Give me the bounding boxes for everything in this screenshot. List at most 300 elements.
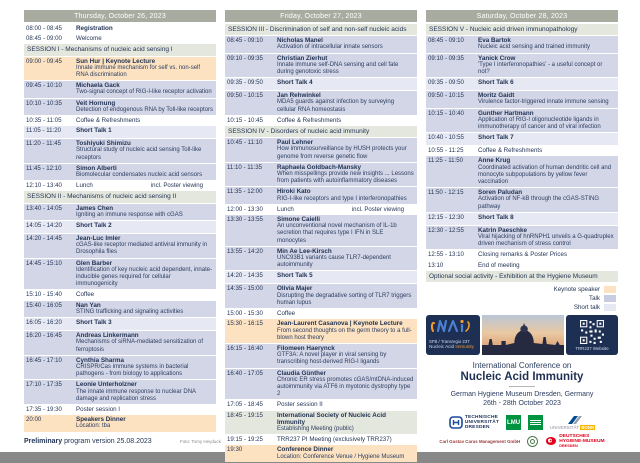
row-title: Glen Barber bbox=[76, 259, 113, 267]
row-title: Simone Caielli bbox=[277, 216, 321, 224]
row-title-line bbox=[478, 189, 615, 196]
row-subtitle: Application of RIG-I oligonucleotide ligands in immunotherapy of cancer and of viral infection bbox=[478, 116, 601, 131]
schedule-row bbox=[225, 205, 417, 214]
row-title: Short Talk 8 bbox=[478, 213, 514, 221]
row-content bbox=[76, 331, 216, 355]
row-title: Toshiyuki Shimizu bbox=[76, 140, 131, 148]
row-title-line bbox=[76, 235, 213, 242]
date-header: Saturday, October 28, 2023 bbox=[426, 10, 618, 22]
row-title: Leonie Unterholzner bbox=[76, 381, 137, 389]
row-content bbox=[277, 54, 417, 78]
row-content bbox=[478, 261, 618, 270]
row-subtitle: Two-signal concept of RIG-I-like receptor activation bbox=[76, 89, 212, 96]
row-time: 11:20 - 11:45 bbox=[26, 140, 62, 148]
row-content bbox=[76, 164, 216, 180]
row-time: 09:50 - 10:15 bbox=[227, 92, 263, 100]
nai-logo-line2 bbox=[429, 344, 477, 350]
schedule-row bbox=[225, 247, 417, 271]
row-time: 12:15 - 12:30 bbox=[428, 213, 464, 221]
row-title: Christian Zierhut bbox=[277, 54, 328, 62]
row-title-line bbox=[478, 92, 615, 99]
row-title-line bbox=[76, 165, 213, 172]
row-title: Closing remarks & Poster Prices bbox=[478, 251, 568, 259]
schedule-row bbox=[426, 250, 618, 259]
row-time: 11:45 - 12:10 bbox=[26, 164, 62, 172]
row-content bbox=[76, 318, 216, 330]
row-title: Poster session I bbox=[76, 405, 121, 413]
row-title: Short Talk 5 bbox=[277, 272, 313, 280]
row-content bbox=[76, 405, 216, 414]
row-title: End of meeting bbox=[478, 261, 520, 269]
legend-item-talk bbox=[426, 295, 616, 302]
row-time: 08:45 - 09:10 bbox=[227, 37, 263, 45]
date-header: Thursday, October 26, 2023 bbox=[24, 10, 216, 22]
uni-bonn-logo-icon bbox=[564, 416, 582, 425]
row-content bbox=[76, 356, 216, 380]
schedule-row bbox=[24, 164, 216, 180]
row-time: 11:10 - 11:35 bbox=[227, 163, 263, 171]
row-content bbox=[478, 36, 618, 52]
row-subtitle: UNC93B1 variants cause TLR7-dependent autoimmunity bbox=[277, 255, 391, 269]
row-content bbox=[277, 271, 417, 283]
row-content bbox=[76, 204, 216, 220]
row-title: Moritz Gaidt bbox=[478, 92, 515, 100]
row-time: 16:45 - 17:10 bbox=[26, 356, 62, 364]
row-subtitle: Coordinated activation of human dendritic cell and monocyte subpopulations by yellow fever vaccination bbox=[478, 164, 612, 186]
row-time: 19:30 bbox=[227, 446, 243, 454]
row-title: Lunch bbox=[76, 182, 93, 190]
qr-code bbox=[566, 315, 618, 355]
schedule-row bbox=[24, 221, 216, 233]
row-title: Nan Yan bbox=[76, 301, 101, 309]
schedule-row bbox=[225, 435, 417, 444]
row-time: 17:35 - 19:30 bbox=[26, 405, 62, 413]
row-time: 16:20 - 16:45 bbox=[26, 332, 62, 340]
schedule-row bbox=[225, 319, 417, 343]
schedule-row bbox=[225, 36, 417, 52]
session-header-row: SESSION V - Nucleic acid driven immunopathology bbox=[426, 24, 618, 35]
row-content bbox=[478, 156, 618, 187]
row-time: 12:30 - 12:55 bbox=[428, 226, 464, 234]
row-content bbox=[277, 344, 417, 368]
schedule-row bbox=[426, 36, 618, 52]
row-title-line bbox=[277, 320, 414, 327]
row-subtitle: Identification of key nucleic acid dependent, innate-inducible genes required for cellular immunogenicity bbox=[76, 266, 213, 288]
row-content bbox=[277, 309, 417, 318]
schedule-row bbox=[225, 78, 417, 90]
row-time: 09:45 - 10:10 bbox=[26, 82, 62, 90]
row-title-line bbox=[76, 357, 213, 364]
row-title-line bbox=[76, 319, 213, 326]
tud-line2: UNIVERSITÄT bbox=[464, 420, 500, 426]
conference-title: Nucleic Acid Immunity bbox=[460, 371, 584, 384]
schedule-row bbox=[426, 156, 618, 187]
row-time: 10:55 - 11:25 bbox=[428, 147, 464, 155]
day-column bbox=[24, 10, 216, 433]
row-title: Short Talk 1 bbox=[76, 127, 112, 135]
row-title: Speakers Dinner bbox=[76, 416, 126, 424]
row-title: Short Talk 7 bbox=[478, 134, 514, 142]
conference-title-block bbox=[426, 361, 618, 408]
row-subtitle: RIG-I-like receptors and type I interferonopathies bbox=[277, 195, 407, 202]
row-content bbox=[277, 36, 417, 52]
schedule-row bbox=[24, 259, 216, 290]
row-content bbox=[76, 259, 216, 290]
schedule-row bbox=[225, 91, 417, 115]
row-title-line bbox=[277, 272, 414, 279]
row-subtitle: GTF3A: A novel player in viral sensing by transcribing host-derived RIG-I ligands bbox=[277, 352, 387, 366]
row-title-line bbox=[277, 37, 414, 44]
row-time: 10:15 - 10:45 bbox=[227, 116, 263, 124]
legend-item-short-talk bbox=[426, 304, 616, 311]
row-time: 12:00 - 13:30 bbox=[227, 205, 263, 213]
row-title: Veit Hornung bbox=[76, 99, 116, 107]
row-title-line bbox=[277, 206, 414, 213]
row-title: Short Talk 2 bbox=[76, 222, 112, 230]
row-title-line bbox=[76, 82, 213, 89]
row-subtitle: Innate immune mechanism for self vs. non-self RNA discrimination bbox=[76, 64, 201, 79]
row-title-line bbox=[76, 127, 213, 134]
row-title-line bbox=[277, 79, 414, 86]
schedule-row bbox=[426, 54, 618, 78]
schedule-row bbox=[426, 261, 618, 270]
schedule-row bbox=[24, 204, 216, 220]
row-subtitle: Virulence factor-triggered innate immune sensing bbox=[478, 99, 609, 106]
row-time: 09:35 - 09:50 bbox=[227, 79, 263, 87]
session-header-row: SESSION IV - Disorders of nucleic acid immunity bbox=[225, 126, 417, 137]
row-time: 13:30 - 13:55 bbox=[227, 216, 263, 224]
schedule-row bbox=[24, 415, 216, 431]
schedule-row bbox=[225, 445, 417, 461]
row-subtitle: An unconventional novel mechanism of IL-1b secretion that requires type I IFN in SLE monocytes bbox=[277, 223, 397, 244]
schedule-row bbox=[225, 116, 417, 125]
row-title-line bbox=[277, 345, 414, 352]
row-subtitle: From second thoughts on the germ theory to a full-blown host theory bbox=[277, 327, 412, 341]
row-time: 14:20 - 14:35 bbox=[227, 272, 263, 280]
row-subtitle: Innate immune self-DNA sensing and cell fate during genotoxic stress bbox=[277, 61, 399, 76]
row-title: TRR237 PI Meeting (exclusively TRR237) bbox=[277, 436, 392, 444]
nai-logo bbox=[426, 315, 480, 355]
schedule-row bbox=[225, 284, 417, 308]
row-title: Raphaela Goldbach-Mansky bbox=[277, 163, 361, 171]
row-title: Nicholas Manel bbox=[277, 37, 323, 45]
row-title: International Society of Nucleic Acid Immunity bbox=[277, 411, 386, 426]
row-title: Lunch bbox=[277, 205, 294, 213]
row-time: 16:05 - 16:20 bbox=[26, 319, 62, 327]
row-title-line bbox=[76, 381, 213, 388]
row-note: incl. Poster viewing bbox=[351, 205, 404, 213]
row-title: Michaela Gack bbox=[76, 82, 120, 90]
schedule-row bbox=[426, 78, 618, 90]
schedule-row bbox=[24, 356, 216, 380]
row-title-line bbox=[277, 55, 414, 62]
row-title-line bbox=[478, 251, 615, 258]
schedule-row bbox=[24, 99, 216, 115]
lmu-logo: LMU bbox=[506, 415, 521, 430]
row-time: 17:05 - 18:45 bbox=[227, 401, 263, 409]
row-content bbox=[76, 234, 216, 258]
row-content bbox=[478, 188, 618, 212]
row-content bbox=[277, 319, 417, 343]
row-title: Hiroki Kato bbox=[277, 188, 311, 196]
program-version bbox=[24, 438, 152, 445]
row-content bbox=[76, 221, 216, 233]
row-title-line bbox=[277, 216, 414, 223]
row-content bbox=[277, 205, 417, 214]
row-time: 09:00 - 09:45 bbox=[26, 57, 62, 65]
row-time: 15:10 - 15:40 bbox=[26, 291, 62, 299]
short-talk-swatch bbox=[604, 304, 616, 311]
schedule-row bbox=[24, 301, 216, 317]
row-subtitle: Establishing Meeting (public) bbox=[277, 425, 354, 432]
row-content bbox=[277, 445, 417, 461]
legend bbox=[426, 286, 616, 311]
row-title-line bbox=[76, 332, 213, 339]
row-title-line bbox=[478, 147, 615, 154]
conference-subtitle: International Conference on bbox=[472, 361, 572, 371]
schedule-row bbox=[426, 133, 618, 145]
row-content bbox=[277, 369, 417, 400]
row-subtitle: How immunosurveillance by HUSH protects your genome from reverse genetic flow bbox=[277, 146, 407, 160]
row-subtitle: Activation of intracellular innate sensors bbox=[277, 44, 383, 51]
schedule-row bbox=[24, 139, 216, 163]
row-content bbox=[478, 78, 618, 90]
row-time: 12:10 - 13:40 bbox=[26, 182, 62, 190]
row-time: 17:10 - 17:35 bbox=[26, 381, 62, 389]
row-time: 16:15 - 16:40 bbox=[227, 344, 263, 352]
row-subtitle: Mechanisms of siRNA-mediated sensitization of ferroptosis bbox=[76, 339, 204, 353]
row-subtitle: cGAS-like receptor mediated antiviral immunity in Drosophila flies bbox=[76, 242, 208, 256]
row-subtitle: CRISPR/Cas immune systems in bacterial pathogens - from biology to applications bbox=[76, 363, 189, 378]
row-title: Yanick Crow bbox=[478, 54, 516, 62]
row-content bbox=[277, 163, 417, 187]
row-title-line bbox=[478, 37, 615, 44]
row-content bbox=[277, 78, 417, 90]
bonn-text: UNIVERSITÄT bbox=[550, 424, 579, 430]
hygiene-museum-text bbox=[559, 434, 604, 450]
tud-logo-icon bbox=[449, 416, 463, 429]
session-header-row: SESSION II - Mechanisms of nucleic acid sensing II bbox=[24, 191, 216, 202]
row-time: 11:25 - 11:50 bbox=[428, 157, 464, 165]
row-title-line bbox=[76, 416, 213, 423]
version-rest: program version 25.08.2023 bbox=[62, 438, 152, 445]
row-time: 14:45 - 15:10 bbox=[26, 259, 62, 267]
row-subtitle: Igniting an immune response with cGAS bbox=[76, 211, 183, 218]
schedule-row bbox=[426, 146, 618, 155]
schedule-row bbox=[426, 226, 618, 250]
row-title-line bbox=[76, 260, 213, 267]
schedule-row bbox=[24, 24, 216, 33]
row-title-line bbox=[478, 157, 615, 164]
row-title: Paul Lehner bbox=[277, 139, 314, 147]
row-subtitle: STING trafficking and signaling activities bbox=[76, 308, 184, 315]
logo-row-2 bbox=[439, 434, 604, 450]
row-time: 11:50 - 12:15 bbox=[428, 189, 464, 197]
row-subtitle: Chronic ER stress promotes cGAS/mtDNA-induced autoimmunity via ATF6 in myotonic dystrophy type 2 bbox=[277, 376, 414, 398]
row-subtitle: Detection of endogenous RNA by Toll-like receptors bbox=[76, 106, 213, 113]
row-time: 08:00 - 08:45 bbox=[26, 25, 62, 32]
row-content bbox=[277, 215, 417, 246]
row-content bbox=[76, 99, 216, 115]
schedule-row bbox=[225, 54, 417, 78]
row-title-line bbox=[76, 25, 213, 32]
row-time: 08:45 - 09:10 bbox=[428, 37, 464, 45]
row-content bbox=[277, 400, 417, 409]
session-header-row: SESSION I - Mechanisms of nucleic acid sensing I bbox=[24, 44, 216, 55]
tud-line1: TECHNISCHE bbox=[464, 415, 499, 421]
schedule-row bbox=[24, 331, 216, 355]
dhm-line2: HYGIENE-MUSEUM bbox=[559, 438, 605, 444]
row-content bbox=[277, 284, 417, 308]
row-title: Filomeen Haerynck bbox=[277, 344, 335, 352]
row-content bbox=[478, 109, 618, 133]
nai-logo-icon bbox=[429, 317, 475, 334]
schedule-row bbox=[24, 57, 216, 81]
row-content bbox=[277, 187, 417, 203]
bonn-box: BONN bbox=[581, 424, 595, 430]
keynote-swatch bbox=[604, 286, 616, 293]
row-title: Jan Rehwinkel bbox=[277, 92, 321, 100]
row-time: 20:00 bbox=[26, 416, 42, 424]
uni-bonn-logo bbox=[550, 416, 595, 430]
row-content bbox=[76, 126, 216, 138]
schedule-row bbox=[24, 34, 216, 43]
row-subtitle: The innate immune response to nuclear DNA damage and replication stress bbox=[76, 388, 196, 402]
row-title: Coffee & Refreshments bbox=[478, 147, 543, 155]
row-subtitle: 'Type I interferonopathies' - a useful concept or not? bbox=[478, 61, 603, 76]
row-subtitle: Activation of NF-kB through the cGAS-STING pathway bbox=[478, 196, 600, 210]
logo-row-1 bbox=[449, 415, 595, 431]
row-content bbox=[277, 247, 417, 271]
row-time: 15:40 - 16:05 bbox=[26, 301, 62, 309]
divider bbox=[509, 386, 535, 387]
schedule-row bbox=[24, 290, 216, 299]
row-content bbox=[478, 213, 618, 225]
row-content bbox=[478, 146, 618, 155]
row-content bbox=[76, 116, 216, 125]
conference-venue: German Hygiene Museum Dresden, Germany bbox=[450, 391, 594, 399]
row-content bbox=[277, 435, 417, 444]
row-title-line bbox=[277, 188, 414, 195]
row-content bbox=[478, 54, 618, 78]
schedule-row bbox=[426, 109, 618, 133]
row-title-line bbox=[277, 139, 414, 146]
nai-logo-line2b: Immunity bbox=[455, 344, 474, 350]
row-time: 10:35 - 11:05 bbox=[26, 117, 62, 125]
row-time: 14:20 - 14:45 bbox=[26, 235, 62, 243]
row-time: 14:05 - 14:20 bbox=[26, 222, 62, 230]
schedule-row bbox=[24, 81, 216, 97]
row-title: Min Ae Lee-Kirsch bbox=[277, 247, 332, 255]
row-title-line bbox=[277, 436, 414, 443]
schedule-row bbox=[225, 400, 417, 409]
schedule-row bbox=[225, 309, 417, 318]
schedule-row bbox=[24, 181, 216, 190]
row-title: Coffee bbox=[277, 310, 296, 318]
row-time: 15:30 - 16:15 bbox=[227, 320, 263, 328]
row-time: 14:35 - 15:00 bbox=[227, 285, 263, 293]
row-content bbox=[277, 411, 417, 435]
row-title-line bbox=[277, 370, 414, 377]
row-time: 13:40 - 14:05 bbox=[26, 204, 62, 212]
row-title-line bbox=[76, 117, 213, 124]
conference-dates: 26th - 28th October 2023 bbox=[483, 400, 561, 408]
schedule-row bbox=[225, 138, 417, 162]
schedule-row bbox=[225, 271, 417, 283]
row-title-line bbox=[277, 248, 414, 255]
tud-logo bbox=[449, 415, 499, 431]
schedule-row bbox=[24, 234, 216, 258]
row-title: Claudia Günther bbox=[277, 369, 326, 377]
row-title-line bbox=[277, 92, 414, 99]
conference-banner bbox=[426, 315, 618, 355]
row-content bbox=[478, 133, 618, 145]
row-content bbox=[76, 57, 216, 81]
nai-logo-line2a: Nucleic Acid bbox=[429, 344, 456, 350]
row-title: Coffee & Refreshments bbox=[277, 116, 342, 124]
schedule-row bbox=[24, 380, 216, 404]
row-title-line bbox=[76, 182, 213, 189]
row-title: Sun Hur | Keynote Lecture bbox=[76, 57, 156, 65]
row-time: 10:15 - 10:40 bbox=[428, 109, 464, 117]
row-title-line bbox=[277, 412, 414, 426]
row-title: James Chen bbox=[76, 204, 114, 212]
row-title: Conference Dinner bbox=[277, 446, 334, 454]
row-title-line bbox=[76, 58, 213, 65]
schedule-row bbox=[24, 405, 216, 414]
schedule-row bbox=[426, 188, 618, 212]
row-title: Katrin Paeschke bbox=[478, 226, 528, 234]
row-time: 08:45 - 09:00 bbox=[26, 35, 62, 43]
qr-code-icon bbox=[579, 319, 605, 345]
row-title: Registration bbox=[76, 25, 113, 32]
talk-swatch bbox=[604, 295, 616, 302]
row-time: 09:10 - 09:35 bbox=[227, 54, 263, 62]
row-title-line bbox=[478, 262, 615, 269]
row-title: Short Talk 6 bbox=[478, 79, 514, 87]
row-subtitle: Location: tba bbox=[76, 423, 111, 430]
schedule-row bbox=[225, 344, 417, 368]
row-subtitle: Location: Conference Venue / Hygiene Museum bbox=[277, 453, 405, 460]
row-title: Eva Bartok bbox=[478, 37, 511, 45]
row-title: Gunther Hartmann bbox=[478, 109, 534, 117]
hygiene-museum-icon bbox=[545, 436, 557, 446]
row-content bbox=[478, 250, 618, 259]
row-title-line bbox=[76, 222, 213, 229]
row-title: Soren Paludan bbox=[478, 189, 523, 197]
row-title: Jean-Laurent Casanova | Keynote Lecture bbox=[277, 320, 403, 328]
row-time: 13:10 bbox=[428, 261, 444, 269]
row-time: 09:10 - 09:35 bbox=[428, 54, 464, 62]
row-content bbox=[76, 301, 216, 317]
row-subtitle: Nucleic acid sensing and trained immunity bbox=[478, 44, 591, 51]
tud-logo-text bbox=[465, 415, 499, 431]
row-time: 13:55 - 14:20 bbox=[227, 247, 263, 255]
row-title-line bbox=[76, 205, 213, 212]
row-time: 11:05 - 11:20 bbox=[26, 127, 62, 135]
schedule-row bbox=[426, 213, 618, 225]
schedule-row bbox=[426, 91, 618, 107]
row-subtitle: Disrupting the degradative sorting of TLR7 triggers human lupus bbox=[277, 292, 412, 306]
column3-extras bbox=[426, 283, 618, 449]
row-title-line bbox=[76, 100, 213, 107]
sponsor-logos bbox=[426, 415, 618, 449]
row-content bbox=[76, 81, 216, 97]
row-time: 18:45 - 19:15 bbox=[227, 411, 263, 419]
row-time: 15:00 - 15:30 bbox=[227, 310, 263, 318]
row-title-line bbox=[76, 302, 213, 309]
row-title-line bbox=[76, 35, 213, 42]
